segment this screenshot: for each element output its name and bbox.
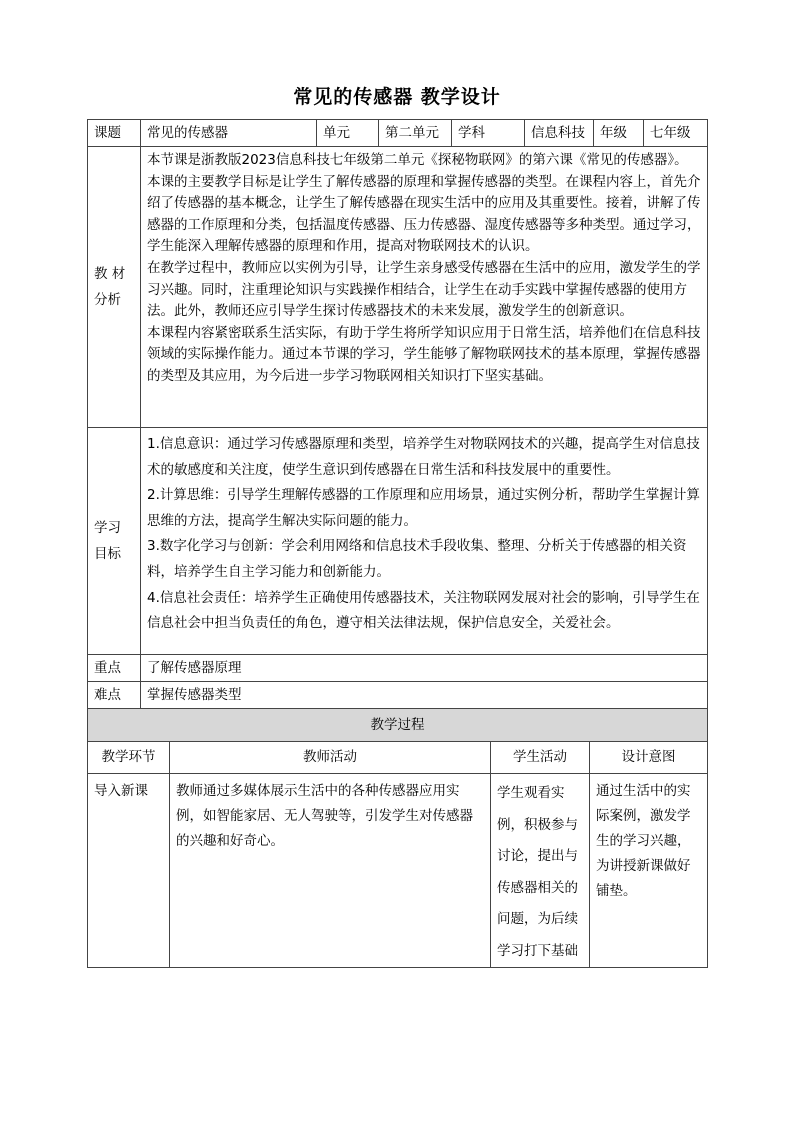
goals-label (88, 428, 141, 655)
process-stage: 导入新课 (88, 774, 170, 968)
difficulty-label: 难点 (88, 682, 141, 709)
goals-label-line2: 目标 (94, 546, 121, 562)
analysis-row (88, 147, 708, 428)
unit-label: 单元 (317, 120, 379, 147)
key-point-row (88, 655, 708, 682)
analysis-paragraph: 本课程内容紧密联系生活实际，有助于学生将所学知识应用于日常生活，培养他们在信息科技领域的实际操作能力。通过本节课的学习，学生能够了解物联网技术的基本原理，掌握传感器的类型及其应用，为今后进一步学习物联网相关知识打下坚实基础。 (147, 324, 701, 384)
difficulty-value: 掌握传感器类型 (141, 682, 708, 709)
grade-label: 年级 (594, 120, 644, 147)
process-column-row (88, 742, 708, 774)
subject-value: 信息科技 (525, 120, 594, 147)
teaching-process-table (87, 708, 708, 968)
analysis-paragraph: 本节课是浙教版2023信息科技七年级第二单元《探秘物联网》的第六课《常见的传感器》。本课的主要教学目标是让学生了解传感器的原理和掌握传感器的类型。在课程内容上，首先介绍了传感器的基本概念，让学生了解传感器在现实生活中的应用及其重要性。接着，讲解了传感器的工作原理和分类，包括温度传感器、压力传感器、湿度传感器等多种类型。通过学习，学生能深入理解传感器的原理和作用，提高对物联网技术的认识。 (147, 152, 701, 255)
column-student: 学生活动 (491, 742, 590, 774)
document-title: 常见的传感器 教学设计 (293, 86, 501, 108)
goals-label-line1: 学习 (94, 520, 121, 536)
lesson-info-table (87, 119, 708, 709)
process-header: 教学过程 (88, 709, 708, 742)
analysis-label-line2: 分析 (94, 292, 121, 308)
difficulty-row (88, 682, 708, 709)
goal-item: 1.信息意识：通过学习传感器原理和类型，培养学生对物联网技术的兴趣，提高学生对信息技术的敏感度和关注度，使学生意识到传感器在日常生活和科技发展中的重要性。 (147, 436, 700, 478)
analysis-label-line1: 教 材 (94, 266, 126, 282)
topic-value: 常见的传感器 (141, 120, 317, 147)
process-design-intent: 通过生活中的实际案例，激发学生的学习兴趣，为讲授新课做好铺垫。 (590, 774, 708, 968)
goal-item: 3.数字化学习与创新：学会利用网络和信息技术手段收集、整理、分析关于传感器的相关资料，培养学生自主学习能力和创新能力。 (147, 538, 687, 580)
goal-item: 4.信息社会责任：培养学生正确使用传感器技术，关注物联网发展对社会的影响，引导学生在信息社会中担当负责任的角色，遵守相关法律法规，保护信息安全，关爱社会。 (147, 589, 700, 632)
column-intent: 设计意图 (590, 742, 708, 774)
key-point-label: 重点 (88, 655, 141, 682)
unit-value: 第二单元 (379, 120, 452, 147)
process-row (88, 774, 708, 968)
key-point-value: 了解传感器原理 (141, 655, 708, 682)
analysis-label (88, 147, 141, 428)
goal-item: 2.计算思维：引导学生理解传感器的工作原理和应用场景，通过实例分析，帮助学生掌握计算思维的方法，提高学生解决实际问题的能力。 (147, 487, 700, 529)
subject-label: 学科 (452, 120, 525, 147)
column-teacher: 教师活动 (170, 742, 491, 774)
grade-value: 七年级 (644, 120, 708, 147)
analysis-content (141, 147, 708, 428)
goals-content (141, 428, 708, 655)
topic-label: 课题 (88, 120, 141, 147)
info-row (88, 120, 708, 147)
column-stage: 教学环节 (88, 742, 170, 774)
analysis-paragraph: 在教学过程中，教师应以实例为引导，让学生亲身感受传感器在生活中的应用，激发学生的学习兴趣。同时，注重理论知识与实践操作相结合，让学生在动手实践中掌握传感器的使用方法。此外，教师还应引导学生探讨传感器技术的未来发展，激发学生的创新意识。 (147, 259, 701, 320)
process-header-row (88, 709, 708, 742)
process-teacher-activity: 教师通过多媒体展示生活中的各种传感器应用实例，如智能家居、无人驾驶等，引发学生对传感器的兴趣和好奇心。 (170, 774, 491, 968)
process-student-activity: 学生观看实例，积极参与讨论，提出与传感器相关的问题，为后续学习打下基础 (491, 774, 590, 968)
goals-row (88, 428, 708, 655)
